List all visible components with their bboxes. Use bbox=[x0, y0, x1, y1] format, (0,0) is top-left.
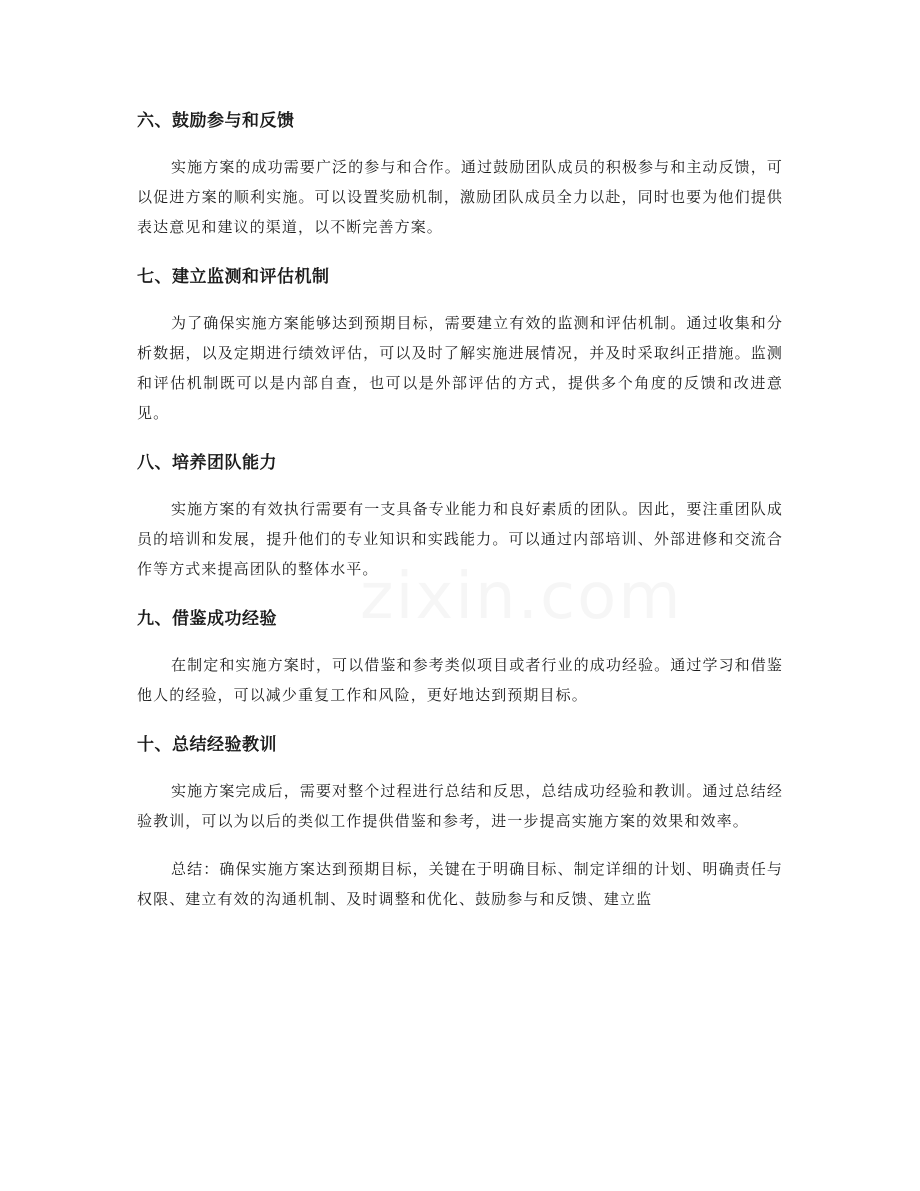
section-paragraph: 在制定和实施方案时，可以借鉴和参考类似项目或者行业的成功经验。通过学习和借鉴他人的经验，可以减少重复工作和风险，更好地达到预期目标。 bbox=[137, 656, 783, 704]
section-heading: 八、培养团队能力 bbox=[137, 453, 277, 473]
section-paragraph: 实施方案完成后，需要对整个过程进行总结和反思，总结成功经验和教训。通过总结经验教训，可以为以后的类似工作提供借鉴和参考，进一步提高实施方案的效果和效率。 bbox=[137, 782, 783, 830]
section-6 bbox=[137, 104, 783, 242]
section-7 bbox=[137, 260, 783, 428]
section-9 bbox=[137, 602, 783, 710]
section-paragraph: 为了确保实施方案能够达到预期目标，需要建立有效的监测和评估机制。通过收集和分析数据，以及定期进行绩效评估，可以及时了解实施进展情况，并及时采取纠正措施。监测和评估机制既可以是内部自查，也可以是外部评估的方式，提供多个角度的反馈和改进意见。 bbox=[137, 314, 783, 422]
section-heading: 七、建立监测和评估机制 bbox=[137, 267, 330, 287]
section-heading: 十、总结经验教训 bbox=[137, 735, 277, 755]
section-heading: 九、借鉴成功经验 bbox=[137, 609, 277, 629]
section-heading: 六、鼓励参与和反馈 bbox=[137, 111, 295, 131]
section-10 bbox=[137, 728, 783, 836]
section-paragraph: 实施方案的成功需要广泛的参与和合作。通过鼓励团队成员的积极参与和主动反馈，可以促进方案的顺利实施。可以设置奖励机制，激励团队成员全力以赴，同时也要为他们提供表达意见和建议的渠道，以不断完善方案。 bbox=[137, 158, 783, 236]
summary-paragraph: 总结：确保实施方案达到预期目标，关键在于明确目标、制定详细的计划、明确责任与权限、建立有效的沟通机制、及时调整和优化、鼓励参与和反馈、建立监 bbox=[137, 860, 783, 908]
section-paragraph: 实施方案的有效执行需要有一支具备专业能力和良好素质的团队。因此，要注重团队成员的培训和发展，提升他们的专业知识和实践能力。可以通过内部培训、外部进修和交流合作等方式来提高团队的整体水平。 bbox=[137, 500, 783, 578]
document-body bbox=[137, 104, 783, 932]
section-8 bbox=[137, 446, 783, 584]
